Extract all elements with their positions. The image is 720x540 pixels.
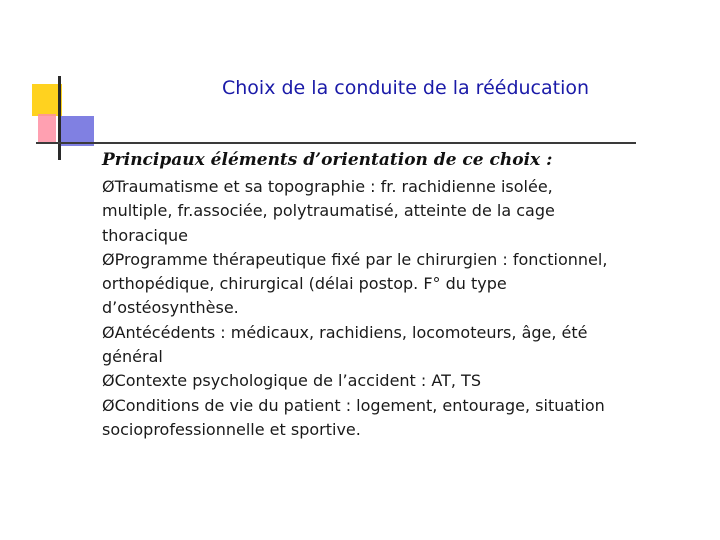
body-line: ØAntécédents : médicaux, rachidiens, locomoteurs, âge, été	[102, 322, 588, 342]
title-underline-rule	[36, 142, 636, 144]
body-line: ØConditions de vie du patient : logement, entourage, situation	[102, 395, 605, 415]
decor-vertical-rule	[58, 76, 61, 160]
slide-body	[102, 175, 682, 442]
slide-subtitle: Principaux éléments d’orientation de ce choix :	[102, 150, 553, 170]
body-line: socioprofessionnelle et sportive.	[102, 419, 361, 439]
body-line: ØContexte psychologique de l’accident : AT, TS	[102, 371, 481, 391]
decor-pink-square	[38, 114, 56, 144]
slide-title: Choix de la conduite de la rééducation	[222, 77, 590, 99]
body-line: thoracique	[102, 225, 188, 245]
body-line: général	[102, 347, 163, 367]
body-line: ØProgramme thérapeutique fixé par le chirurgien : fonctionnel,	[102, 249, 608, 269]
body-line: d’ostéosynthèse.	[102, 298, 239, 318]
body-line: orthopédique, chirurgical (délai postop. F° du type	[102, 274, 507, 294]
body-line: multiple, fr.associée, polytraumatisé, atteinte de la cage	[102, 201, 555, 221]
body-line: ØTraumatisme et sa topographie : fr. rachidienne isolée,	[102, 177, 553, 196]
